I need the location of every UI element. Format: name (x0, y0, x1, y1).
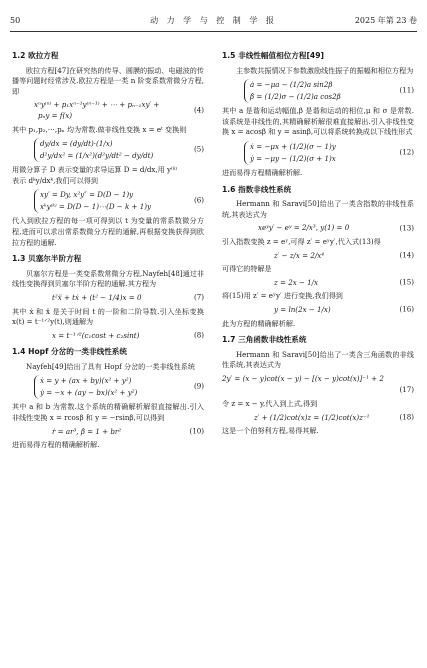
equation-4 (12, 100, 204, 121)
equation-16 (222, 305, 414, 316)
paragraph: 进而易得方程精确解析解. (222, 167, 303, 177)
paragraph: Hermann 和 Saravi[50]给出了一类含三角函数的非线性系统,其表达式为 (222, 349, 414, 370)
paragraph: 可得它的特解是 (222, 264, 272, 274)
equation-number: (13) (399, 223, 414, 233)
left-column (12, 47, 204, 451)
equation-7 (12, 293, 204, 304)
paragraph: 其中 p₁,p₂,⋯,pₙ 均为常数.做非线性变换 x = eᵗ 变换则 (12, 124, 187, 134)
paragraph: 用微分算子 D 表示变量的求导运算 D = d/dx,用 y⁽ᵏ⁾ (12, 165, 178, 175)
equation-system (34, 375, 137, 399)
equation-number: (14) (399, 250, 414, 260)
equation-15 (222, 278, 414, 289)
equation-line: d²y/dx² = (1/x²)(d²y/dt² − dy/dt) (40, 151, 154, 161)
header-rule (10, 31, 417, 32)
paragraph: 此为方程的精确解析解. (222, 318, 296, 328)
running-header (10, 14, 417, 28)
paragraph: Nayfeh[49]给出了具有 Hopf 分岔的一类非线性系统 (26, 361, 195, 371)
equation-12 (222, 141, 414, 165)
paragraph: 贝塞尔方程是一类变系数常微分方程,Nayfeh[48]通过非线性变换得到贝塞尔半阶方程的通解.其方程为 (12, 268, 204, 289)
equation-line: x = t⁻¹ᐟ²(c₁cost + c₂sint) (52, 330, 140, 340)
issue-info: 2025 年第 23 卷 (354, 16, 417, 25)
equation-number: (7) (193, 292, 204, 302)
equation-number: (16) (399, 304, 414, 314)
equation-6 (12, 189, 204, 213)
equation-line: z′ − z/x = 2/x⁴ (274, 250, 325, 260)
equation-line: xeʸy′ − eʸ = 2/x³, y(1) = 0 (258, 223, 350, 233)
paragraph: 代入到欧拉方程的每一项可得到以 t 为变量的常系数微分方程,进而可以求出常系数微分方程的通解,再根据变换获得到欧拉方程的通解. (12, 216, 204, 247)
section-1-7-title: 1.7 三角函数非线性系统 (222, 335, 307, 345)
paragraph: 其中 ẋ 和 ẍ 是关于时间 t 的一阶和二阶导数.引入坐标变换 x(t) = t⁻¹ᐟ²y(t),则通解为 (12, 306, 204, 327)
paragraph: 引入指数变换 z = eʸ,可得 z′ = eʸy′,代入式(13)得 (222, 236, 381, 246)
section-1-6-title: 1.6 指数非线性系统 (222, 184, 292, 194)
equation-line: ṙ = ar³, β̇ = 1 + br² (52, 426, 122, 436)
equation-line: z′ + (1/2)cot(x)z = (1/2)cot(x)z⁻¹ (254, 412, 370, 422)
paragraph: 表示 dᵏy/dxᵏ,我们可以得到 (12, 175, 98, 185)
equation-number: (4) (193, 105, 204, 115)
paragraph: 进而易得方程的精确解析解. (12, 440, 100, 450)
equation-system (244, 79, 341, 103)
equation-line: ȧ = −μa − (1/2)a sin2β (250, 80, 333, 90)
right-column (222, 47, 414, 437)
equation-line: ẋ = −μx + (1/2)(σ − 1)y (250, 141, 336, 151)
equation-number: (6) (193, 196, 204, 206)
equation-14 (222, 251, 414, 262)
paragraph: 将(15)用 z′ = eʸy′ 进行变换,我们得到 (222, 291, 343, 301)
equation-number: (15) (399, 277, 414, 287)
equation-line: z = 2x − 1/x (274, 277, 319, 287)
paragraph: 其中 a 是谐和运动幅值,β 是谐和运动的相位,μ 和 σ 是常数.该系统是非线性的,其精确解析解很难直接解出.引入非线性变换 x = acosβ 和 y = asinβ,可以将系统转换成以下线性形式 (222, 106, 414, 137)
equation-5 (12, 138, 204, 162)
equation-line: 2y′ = (x − y)cot(x − y) − [(x − y)cot(x)]⁻¹ + 2 (222, 373, 384, 383)
paragraph: Hermann 和 Saravi[50]给出了一类含指数的非线性系统,其表达式为 (222, 199, 414, 219)
equation-10 (12, 427, 204, 438)
equation-number: (8) (193, 330, 204, 340)
equation-11 (222, 79, 414, 103)
section-1-5-title: 1.5 非线性幅值相位方程[49] (222, 51, 324, 60)
equation-number: (10) (189, 426, 204, 436)
equation-line: t²ẍ + tẋ + (t² − 1/4)x = 0 (52, 292, 142, 302)
section-1-3-title: 1.3 贝塞尔半阶方程 (12, 254, 82, 264)
equation-system (34, 138, 153, 162)
equation-13 (222, 223, 414, 234)
page-number: 50 (10, 16, 21, 25)
journal-name: 动 力 学 与 控 制 学 报 (150, 16, 277, 25)
equation-line: y = ln(2x − 1/x) (274, 304, 331, 314)
equation-9 (12, 375, 204, 399)
paragraph: 这是一个伯努利方程,易得其解. (222, 426, 319, 436)
equation-line: xⁿy⁽ⁿ⁾ + p₁xⁿ⁻¹y⁽ⁿ⁻¹⁾ + ⋯ + pₙ₋₁xy′ + (34, 100, 160, 110)
equation-number: (5) (193, 144, 204, 154)
equation-line: xy′ = Dy, x²y″ = D(D − 1)y (40, 190, 134, 200)
equation-system (244, 141, 336, 165)
equation-line: xᵏy⁽ᵏ⁾ = D(D − 1)⋯(D − k + 1)y (40, 202, 152, 212)
equation-line: ẋ = y + (ax + by)(x² + y²) (40, 376, 132, 386)
equation-line: dy/dx = (dy/dt)·(1/x) (40, 139, 113, 149)
section-1-2-title: 1.2 欧拉方程 (12, 51, 59, 60)
equation-18 (222, 413, 414, 424)
section-1-4-title: 1.4 Hopf 分岔的一类非线性系统 (12, 347, 127, 357)
equation-number: (9) (193, 382, 204, 392)
equation-number: (11) (399, 85, 414, 95)
paragraph: 令 z = x − y,代入到上式,得到 (222, 399, 318, 409)
equation-line: pₙy = f(x) (38, 110, 73, 120)
equation-line: β̇ = (1/2)σ − (1/2)a cos2β (250, 92, 341, 102)
equation-number: (17) (399, 385, 414, 395)
equation-system (34, 189, 151, 213)
equation-8 (12, 331, 204, 342)
equation-number: (18) (399, 412, 414, 422)
paragraph: 欧拉方程[47]在研究热的传导、圆膜的振动、电磁波的传播等问题时经常涉及.欧拉方程是一类 n 阶变系数常微分方程,即 (12, 65, 204, 96)
equation-number: (12) (399, 147, 414, 157)
equation-line: ẏ = −x + (ay − bx)(x² + y²) (40, 388, 138, 398)
paragraph: 主参数共振情况下参数激励线性振子的振幅和相位方程为 (236, 65, 414, 75)
equation-line: ẏ = −μy − (1/2)(σ + 1)x (250, 153, 336, 163)
paragraph: 其中 a 和 b 为常数.这个系统的精确解析解很直接解出.引入非线性变换 x = rcosβ 和 y = −rsinβ,可以得到 (12, 402, 204, 423)
equation-17 (222, 374, 414, 396)
